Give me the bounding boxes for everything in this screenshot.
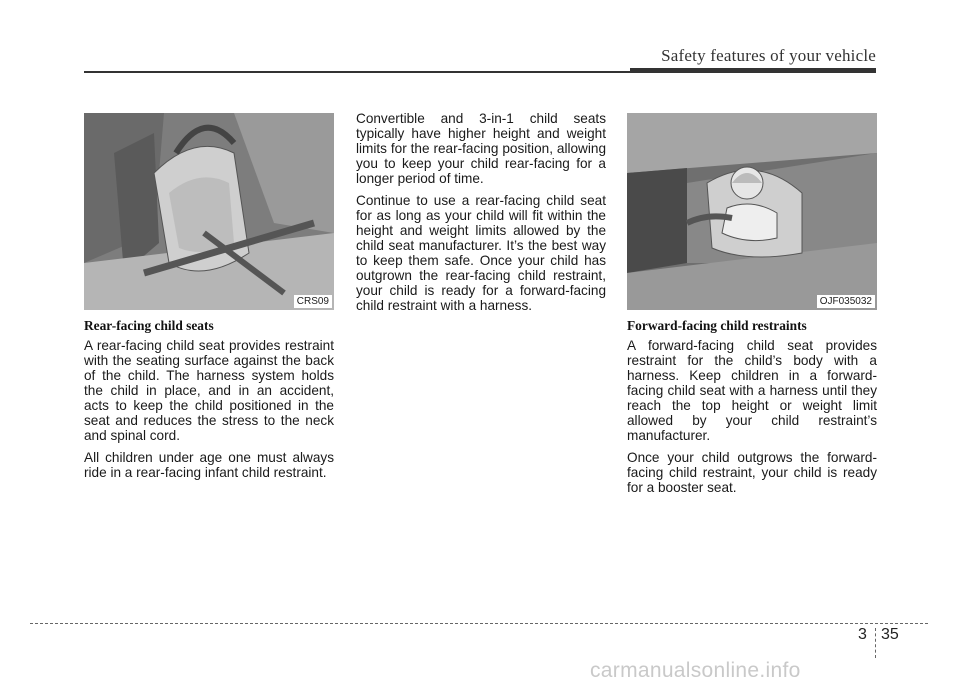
heading-forward-facing: Forward-facing child restraints (627, 318, 807, 333)
figure-code: CRS09 (294, 295, 332, 308)
header-rule-accent (630, 68, 876, 73)
column-rear-facing (84, 113, 334, 487)
figure-code: OJF035032 (817, 295, 875, 308)
paragraph: All children under age one must always ride in a rear-facing infant child restraint. (84, 450, 334, 480)
watermark: carmanualsonline.info (590, 659, 801, 682)
paragraph: Convertible and 3-in-1 child seats typically have higher height and weight limits for the rear-facing position, allowing you to keep your child rear-facing for a longer period of time. (356, 111, 606, 186)
paragraph: Continue to use a rear-facing child seat for as long as your child will fit within the height and weight limits allowed by the child seat manufacturer. It’s the best way to keep them safe. Once your child has outgrown the rear-facing child restraint, your child is ready for a forward-facing child restraint with a harness. (356, 193, 606, 313)
section-title: Safety features of your vehicle (661, 46, 876, 65)
chapter-number: 3 (858, 626, 867, 643)
page-separator (875, 628, 876, 658)
rear-facing-seat-image (84, 113, 334, 310)
heading-rear-facing: Rear-facing child seats (84, 318, 214, 333)
column-forward-facing (627, 113, 877, 502)
forward-facing-seat-image (627, 113, 877, 310)
paragraph: Once your child outgrows the forward-facing child restraint, your child is ready for a booster seat. (627, 450, 877, 495)
footer-rule (30, 623, 928, 624)
column-convertible (356, 111, 606, 320)
paragraph: A forward-facing child seat provides restraint for the child’s body with a harness. Keep children in a forward-facing child seat with a harness until they reach the top height or weight limit allowed by your child restraint’s manufacturer. (627, 338, 877, 443)
page-number: 35 (881, 626, 899, 643)
header-rule (84, 71, 630, 73)
paragraph: A rear-facing child seat provides restraint with the seating surface against the back of the child. The harness system holds the child in place, and in an accident, acts to keep the child positioned in the seat and reduces the stress to the neck and spinal cord. (84, 338, 334, 443)
